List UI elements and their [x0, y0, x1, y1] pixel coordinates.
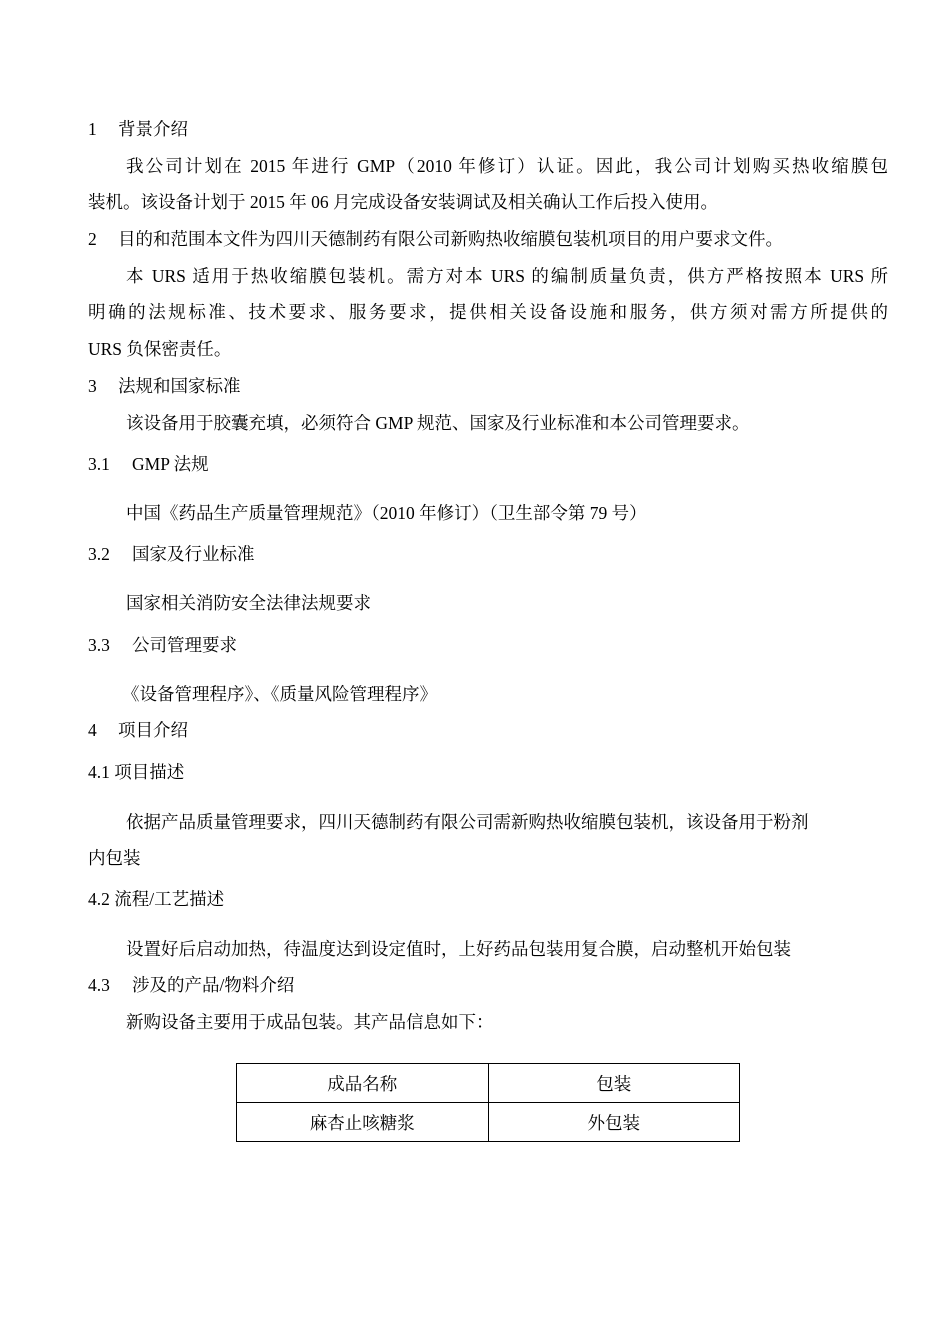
paragraph-line: [88, 155, 888, 177]
section-number: 3: [88, 376, 97, 396]
paragraph-line: [126, 1011, 494, 1033]
section-title: 公司管理要求: [132, 635, 237, 655]
section-number: 2: [88, 229, 97, 249]
section-3-heading: [88, 375, 241, 397]
paragraph-line: [88, 301, 888, 323]
paragraph-line: [88, 847, 141, 869]
paragraph-line: [126, 412, 750, 434]
section-title: 涉及的产品/物料介绍: [132, 975, 295, 995]
paragraph-text: 依据产品质量管理要求，四川天德制药有限公司需新购热收缩膜包装机，该设备用于粉剂: [126, 812, 809, 832]
section-number: 3.3: [88, 635, 110, 655]
table-cell: 外包装: [488, 1103, 740, 1142]
paragraph-text: 装机。该设备计划于 2015 年 06 月完成设备安装调试及相关确认工作后投入使用。: [88, 192, 718, 212]
section-4-1-heading: [88, 761, 184, 783]
section-4-heading: [88, 719, 188, 741]
paragraph-text: URS 负保密责任。: [88, 339, 232, 359]
paragraph-text: 中国《药品生产质量管理规范》（2010 年修订）（卫生部令第 79 号）: [126, 503, 647, 523]
table-row: [237, 1103, 740, 1142]
paragraph-text: 国家相关消防安全法律法规要求: [126, 593, 371, 613]
section-title: 4.1 项目描述: [88, 762, 185, 782]
section-number: 4: [88, 720, 97, 740]
paragraph-line: [122, 683, 437, 705]
paragraph-line: [88, 338, 231, 360]
paragraph-line: [88, 265, 888, 287]
section-title: 法规和国家标准: [118, 376, 241, 396]
section-title: 背景介绍: [118, 119, 188, 139]
table-header-row: [237, 1064, 740, 1103]
paragraph-text: 明确的法规标准、技术要求、服务要求，提供相关设备设施和服务，供方须对需方所提供的: [88, 302, 888, 322]
paragraph-line: [126, 938, 791, 960]
paragraph-line: [126, 592, 371, 614]
section-title: 项目介绍: [118, 720, 188, 740]
paragraph-text: 设置好后启动加热，待温度达到设定值时，上好药品包装用复合膜，启动整机开始包装: [126, 939, 791, 959]
table-header-cell: 成品名称: [237, 1064, 489, 1103]
section-1-heading: [88, 118, 188, 140]
section-2-heading: [88, 228, 783, 250]
section-3-1-heading: [88, 453, 209, 475]
table-header-cell: 包装: [488, 1064, 740, 1103]
paragraph-line: [88, 191, 718, 213]
section-title: GMP 法规: [132, 454, 209, 474]
paragraph-line: [126, 811, 809, 833]
paragraph-text: 《设备管理程序》、《质量风险管理程序》: [122, 684, 437, 704]
section-4-2-heading: [88, 888, 224, 910]
section-title: 4.2 流程/工艺描述: [88, 889, 225, 909]
section-4-3-heading: [88, 974, 294, 996]
paragraph-text: 新购设备主要用于成品包装。其产品信息如下：: [126, 1012, 494, 1032]
section-number: 1: [88, 119, 97, 139]
product-table: [236, 1063, 740, 1142]
section-title: 国家及行业标准: [132, 544, 255, 564]
section-number: 4.3: [88, 975, 110, 995]
paragraph-text: 我公司计划在 2015 年进行 GMP（2010 年修订）认证。因此，我公司计划购买热收缩膜包: [126, 156, 888, 176]
paragraph-text: 该设备用于胶囊充填，必须符合 GMP 规范、国家及行业标准和本公司管理要求。: [126, 413, 750, 433]
table-cell: 麻杏止咳糖浆: [237, 1103, 489, 1142]
paragraph-text: 内包装: [88, 848, 141, 868]
paragraph-line: [126, 502, 647, 524]
section-3-2-heading: [88, 543, 255, 565]
section-title: 目的和范围本文件为四川天德制药有限公司新购热收缩膜包装机项目的用户要求文件。: [118, 229, 783, 249]
section-3-3-heading: [88, 634, 237, 656]
section-number: 3.1: [88, 454, 110, 474]
paragraph-text: 本 URS 适用于热收缩膜包装机。需方对本 URS 的编制质量负责，供方严格按照本 URS 所: [126, 266, 888, 286]
section-number: 3.2: [88, 544, 110, 564]
